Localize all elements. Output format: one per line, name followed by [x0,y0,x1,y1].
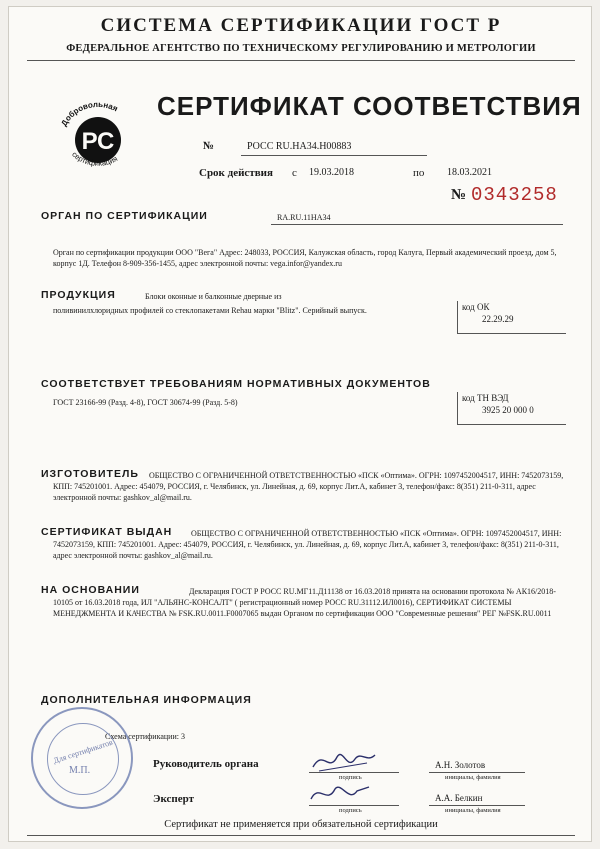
expert-label: Эксперт [153,793,195,805]
organ-code: RA.RU.11HA34 [277,213,331,222]
certificate-number: РОСС RU.HA34.H00883 [247,141,352,152]
basis-text: Декларация ГОСТ Р РОСС RU.МГ11.Д11138 от 16.03.2018 принята на основании протокола № АК16/2018-10105 от 16.03.2018 года, ИЛ "АЛЬЯНС-КОНСАЛТ" ( регистрационный номер РОСС RU.31112.ИЛ0016), СЕРТИФИКАТ СИСТЕМЫ МЕНЕДЖМЕНТА И КАЧЕСТВА № FSK.RU.0011.F0007065 выдан Органом по сертификации ООО "Современные решения" РЕГ №FSK.RU.0011 [53,587,556,618]
product-text-2: поливинилхлоридных профилей со стеклопакетами Rehau марки "Blitz". Серийный выпуск. [53,306,367,315]
organ-code-underline [271,224,563,225]
additional-info-label: ДОПОЛНИТЕЛЬНАЯ ИНФОРМАЦИЯ [41,694,252,706]
conformity-text: ГОСТ 23166-99 (Разд. 4-8), ГОСТ 30674-99 (Разд. 5-8) [53,398,238,407]
expert-sign-caption: подпись [339,807,362,814]
organ-label: ОРГАН ПО СЕРТИФИКАЦИИ [41,210,208,222]
number-underline [241,155,427,156]
basis-label: НА ОСНОВАНИИ [41,584,140,596]
issued-text: ОБЩЕСТВО С ОГРАНИЧЕННОЙ ОТВЕТСТВЕННОСТЬЮ «ПСК «Оптима». ОГРН: 1097452004517, ИНН: 7452073159, КПП: 745201001. Адрес: 454079, РОССИЯ, г. Челябинск, ул. Линейная, д. 69, корпус Лит.А, кабинет 3, телефон/факс: 8(351) 211-0-311, адрес электронной почты: gashkov_al@mail.ru. [53,529,562,560]
agency-header: ФЕДЕРАЛЬНОЕ АГЕНТСТВО ПО ТЕХНИЧЕСКОМУ РЕГУЛИРОВАНИЮ И МЕТРОЛОГИИ [66,43,536,54]
svg-text:РС: РС [81,128,115,155]
tnved-label: код ТН ВЭД [462,393,509,403]
serial-number: 0343258 [471,184,558,206]
header-rule [27,60,575,61]
expert-name-caption: инициалы, фамилия [445,807,501,814]
expert-sign-line [309,805,399,806]
number-sign: № [203,140,215,152]
validity-label: Срок действия [199,167,273,179]
footer-note: Сертификат не применяется при обязательной сертификации [164,819,438,830]
okp-code-box [457,301,566,334]
expert-name: А.А. Белкин [435,793,483,803]
head-name-caption: инициалы, фамилия [445,774,501,781]
logo-arc-bottom: сертификация [70,149,120,168]
issued-label: СЕРТИФИКАТ ВЫДАН [41,526,173,538]
head-sign-caption: подпись [339,774,362,781]
certificate-title: СЕРТИФИКАТ СООТВЕТСТВИЯ [157,91,582,121]
certificate-page [8,6,592,842]
manufacturer-label: ИЗГОТОВИТЕЛЬ [41,468,139,480]
organ-text: Орган по сертификации продукции ООО "Вега" Адрес: 248033, РОССИЯ, Калужская область, город Калуга, Первый академический проезд, дом 5, корпус 1Д. Телефон 8-909-356-1455, адрес электронной почты: vega.infor@yandex.ru [53,248,557,268]
validity-from-label: с [292,167,297,179]
okp-value: 22.29.29 [482,314,514,324]
tnved-value: 3925 20 000 0 [482,405,534,415]
validity-to-label: по [413,167,425,179]
seal-text: Для сертификатов [52,737,114,766]
system-header: СИСТЕМА СЕРТИФИКАЦИИ ГОСТ Р [100,15,502,36]
okp-label: код ОК [462,302,490,312]
certification-scheme: Схема сертификации: 3 [105,732,185,741]
footer-rule [27,835,575,836]
rst-logo-icon [53,99,143,175]
tnved-code-box [457,392,566,425]
head-name: А.Н. Золотов [435,760,486,770]
serial-sign: № [451,187,467,203]
head-sign-line [309,772,399,773]
seal-stamp [31,707,133,809]
validity-from-date: 19.03.2018 [309,167,354,178]
product-label: ПРОДУКЦИЯ [41,289,116,301]
head-label: Руководитель органа [153,758,259,770]
logo-arc-top: Добровольная [59,99,120,128]
expert-name-line [429,805,525,806]
validity-to-date: 18.03.2021 [447,167,492,178]
manufacturer-text: ОБЩЕСТВО С ОГРАНИЧЕННОЙ ОТВЕТСТВЕННОСТЬЮ «ПСК «Оптима». ОГРН: 1097452004517, ИНН: 7452073159, КПП: 745201001. Адрес: 454079, РОССИЯ, г. Челябинск, ул. Линейная, д. 69, корпус Лит.А, кабинет 3, телефон/факс: 8(351) 211-0-311, адрес электронной почты: gashkov_al@mail.ru. [53,471,564,502]
head-name-line [429,772,525,773]
seal-mp: М.П. [69,765,91,776]
product-text-1: Блоки оконные и балконные дверные из [145,292,282,301]
conformity-label: СООТВЕТСТВУЕТ ТРЕБОВАНИЯМ НОРМАТИВНЫХ ДОКУМЕНТОВ [41,378,431,390]
